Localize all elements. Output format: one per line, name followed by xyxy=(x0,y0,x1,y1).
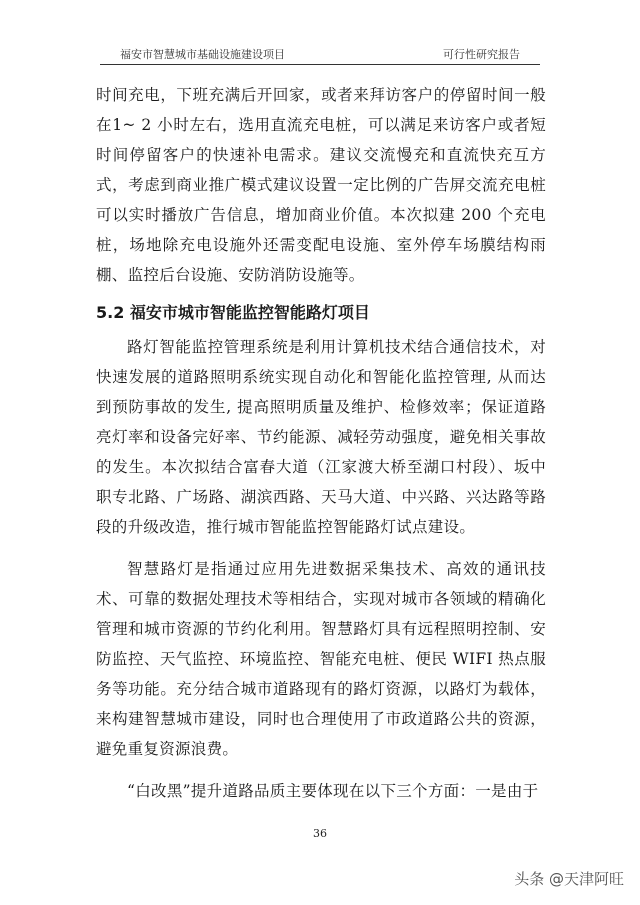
section-heading: 5.2 福安市城市智能监控智能路灯项目 xyxy=(96,303,370,322)
paragraph-smart-street-light: 智慧路灯是指通过应用先进数据采集技术、高效的通讯技术、可靠的数据处理技术等相结合，实现对城市各领域的精确化管理和城市资源的节约化利用。智慧路灯具有远程照明控制、安防监控、天气监控、环境监控、智能充电桩、便民 WIFI 热点服务等功能。充分结合城市道路现有的路灯资源，以路灯为载体，来构建智慧城市建设，同时也合理使用了市政道路公共的资源，避免重复资源浪费。 xyxy=(96,560,546,758)
document-body xyxy=(96,80,546,806)
page-number: 36 xyxy=(313,827,327,840)
header-report-type: 可行性研究报告 xyxy=(443,48,520,61)
page-header xyxy=(100,40,540,65)
header-project-title: 福安市智慧城市基础设施建设项目 xyxy=(120,48,285,61)
watermark: 头条 @天津阿旺 xyxy=(514,870,624,888)
paragraph-road-upgrade: “白改黑”提升道路品质主要体现在以下三个方面：一是由于 xyxy=(127,782,539,800)
paragraph-charging: 时间充电，下班充满后开回家，或者来拜访客户的停留时间一般在1~ 2 小时左右，选用直流充电桩，可以满足来访客户或者短时间停留客户的快速补电需求。建议交流慢充和直流快充互方式，考虑到商业推广模式建议设置一定比例的广告屏交流充电桩可以实时播放广告信息，增加商业价值。本次拟建 200 个充电桩，场地除充电设施外还需变配电设施、室外停车场膜结构雨棚、监控后台设施、安防消防设施等。 xyxy=(96,86,546,284)
paragraph-street-light-system: 路灯智能监控管理系统是利用计算机技术结合通信技术，对快速发展的道路照明系统实现自动化和智能化监控管理, 从而达到预防事故的发生, 提高照明质量及维护、检修效率；保证道路亮灯率和设备完好率、节约能源、减轻劳动强度，避免相关事故的发生。本次拟结合富春大道（江家渡大桥至湖口村段）、坂中职专北路、广场路、湖滨西路、天马大道、中兴路、兴达路等路段的升级改造，推行城市智能监控智能路灯试点建设。 xyxy=(96,338,546,536)
